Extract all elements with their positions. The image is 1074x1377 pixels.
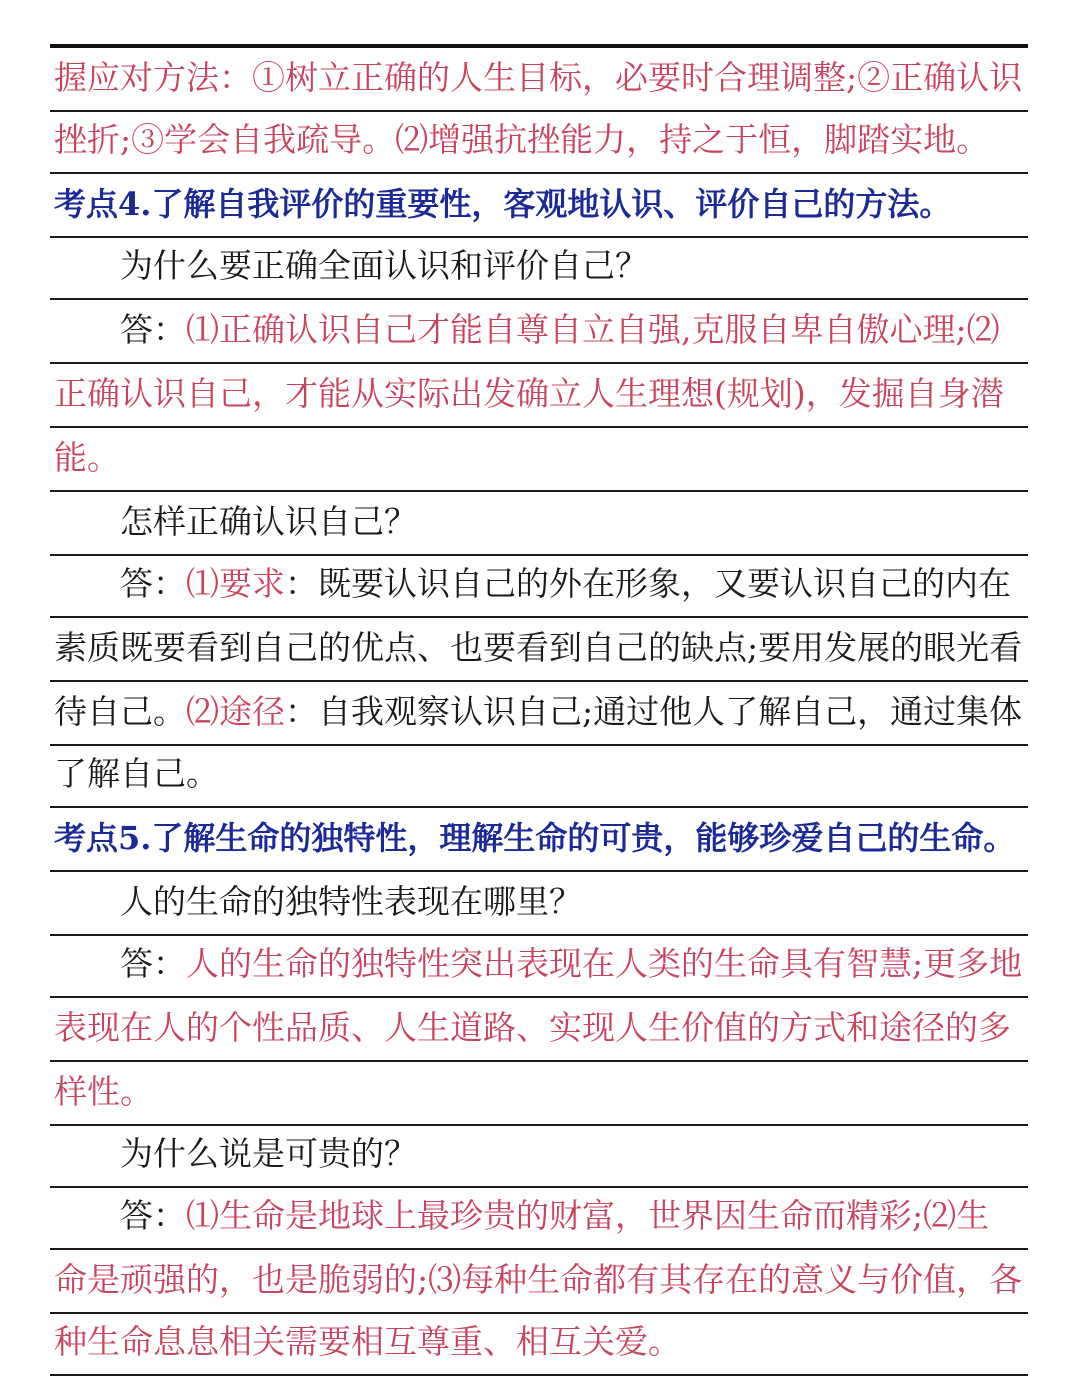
answer-text: ：自我观察认识自己;通过他人了解自己，通过集体 bbox=[285, 692, 1023, 731]
answer-label: 答： bbox=[120, 564, 186, 603]
answer-text: 样性。 bbox=[54, 1072, 153, 1111]
answer-text: ⑴正确认识自己才能自尊自立自强,克服自卑自傲心理;⑵ bbox=[186, 310, 1000, 349]
note-line bbox=[50, 112, 1028, 174]
answer-line bbox=[50, 746, 1028, 808]
answer-text: 人的生命的独特性突出表现在人类的生命具有智慧;更多地 bbox=[186, 944, 1023, 983]
answer-line bbox=[50, 556, 1028, 618]
answer-line bbox=[50, 1064, 1028, 1126]
answer-line bbox=[50, 936, 1028, 998]
note-line bbox=[50, 50, 1028, 112]
question-line bbox=[50, 238, 1028, 300]
answer-line bbox=[50, 366, 1028, 428]
answer-line bbox=[50, 1000, 1028, 1062]
answer-line bbox=[50, 684, 1028, 746]
answer-text: 能。 bbox=[54, 438, 120, 477]
answer-line bbox=[50, 302, 1028, 364]
answer-text: 待自己。 bbox=[54, 692, 186, 731]
answer-text: ：既要认识自己的外在形象，又要认识自己的内在 bbox=[285, 564, 1011, 603]
answer-text: 了解自己。 bbox=[54, 754, 219, 793]
section-heading-5 bbox=[50, 810, 1028, 872]
question-line bbox=[50, 874, 1028, 936]
heading-text: 考点4.了解自我评价的重要性，客观地认识、评价自己的方法。 bbox=[54, 185, 952, 223]
section-heading-4 bbox=[50, 176, 1028, 238]
answer-line bbox=[50, 1314, 1028, 1376]
question-line bbox=[50, 494, 1028, 556]
answer-text: 表现在人的个性品质、人生道路、实现人生价值的方式和途径的多 bbox=[54, 1008, 1011, 1047]
top-rule bbox=[50, 44, 1028, 48]
answer-keyword: ⑴要求 bbox=[186, 564, 285, 603]
question-line bbox=[50, 1126, 1028, 1188]
answer-line bbox=[50, 620, 1028, 682]
answer-label: 答： bbox=[120, 944, 186, 983]
answer-text: ⑴生命是地球上最珍贵的财富，世界因生命而精彩;⑵生 bbox=[186, 1196, 990, 1235]
question-text: 人的生命的独特性表现在哪里？ bbox=[120, 882, 582, 921]
answer-text: 正确认识自己，才能从实际出发确立人生理想(规划)，发掘自身潜 bbox=[54, 374, 1004, 413]
line-text: 握应对方法：①树立正确的人生目标，必要时合理调整;②正确认识 bbox=[54, 58, 1023, 97]
answer-keyword: ⑵途径 bbox=[186, 692, 285, 731]
answer-label: 答： bbox=[120, 310, 186, 349]
answer-line bbox=[50, 1188, 1028, 1250]
question-text: 为什么要正确全面认识和评价自己？ bbox=[120, 246, 648, 285]
question-text: 为什么说是可贵的？ bbox=[120, 1134, 417, 1173]
question-text: 怎样正确认识自己？ bbox=[120, 502, 417, 541]
heading-text: 考点5.了解生命的独特性，理解生命的可贵，能够珍爱自己的生命。 bbox=[54, 819, 1016, 857]
answer-text: 命是顽强的，也是脆弱的;⑶每种生命都有其存在的意义与价值，各 bbox=[54, 1260, 1023, 1299]
answer-text: 种生命息息相关需要相互尊重、相互关爱。 bbox=[54, 1322, 681, 1361]
answer-text: 素质既要看到自己的优点、也要看到自己的缺点;要用发展的眼光看 bbox=[54, 628, 1023, 667]
answer-label: 答： bbox=[120, 1196, 186, 1235]
answer-line bbox=[50, 1252, 1028, 1314]
answer-line bbox=[50, 430, 1028, 492]
line-text: 挫折;③学会自我疏导。⑵增强抗挫能力，持之于恒，脚踏实地。 bbox=[54, 120, 990, 159]
